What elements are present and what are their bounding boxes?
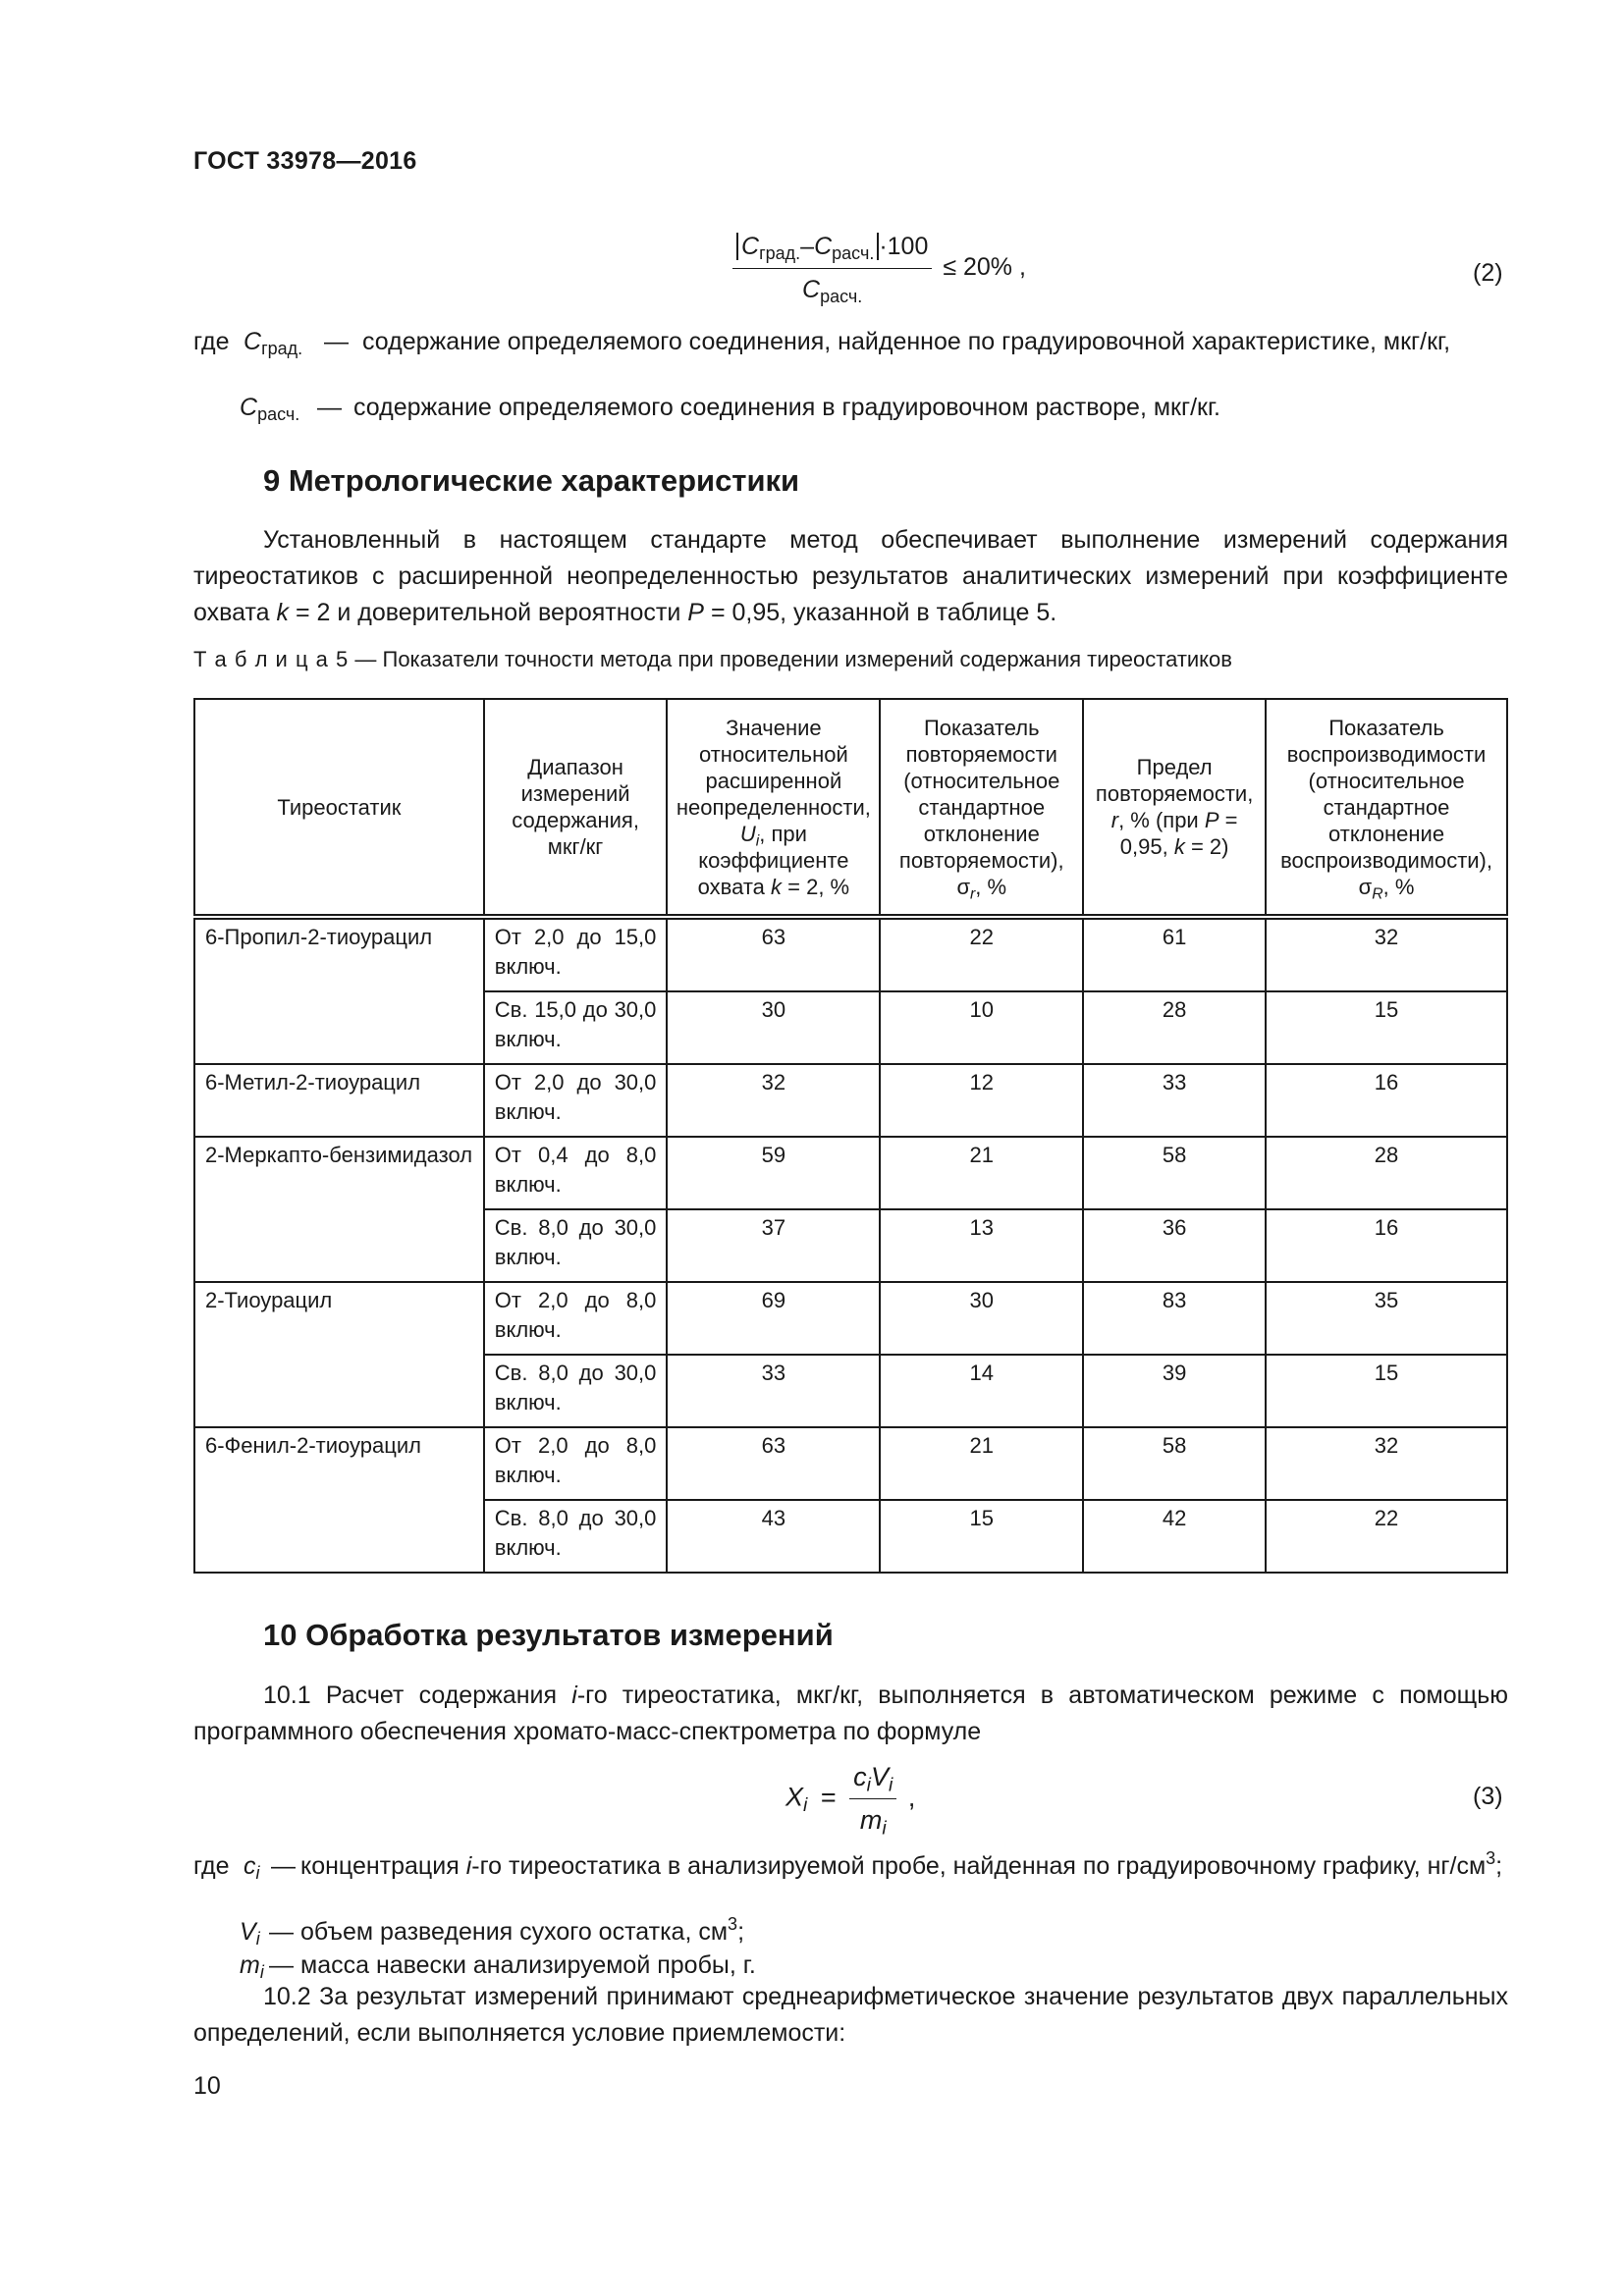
header-limit-p: P [1204,808,1219,832]
table-5-caption [193,645,1232,674]
cell-substance [194,1137,484,1282]
cell-repeatability-limit: 58 [1083,1137,1266,1209]
cell-range [484,1355,668,1427]
cell-repeatability-limit: 61 [1083,917,1266,991]
formula-2-fraction [732,229,932,308]
cell-repeatability-limit: 83 [1083,1282,1266,1355]
formula-2-den-sub: расч. [820,287,863,307]
cell-range-text: Св. 8,0 до 30,0 включ. [494,1506,657,1560]
table-5 [193,698,1508,1574]
header-uncertainty-k: k [771,874,783,899]
where-3-item-3-text: масса навески анализируемой пробы, г. [300,1951,756,1979]
cell-range-text: Св. 15,0 до 30,0 включ. [494,997,657,1051]
cell-uncertainty: 59 [667,1137,880,1209]
formula-2-den-c: C [802,276,821,303]
formula-3-lhs: X [785,1782,804,1812]
cell-uncertainty: 63 [667,1427,880,1500]
header-repeatability-c: , % [975,874,1007,899]
cell-range-text: От 2,0 до 8,0 включ. [494,1288,657,1342]
cell-reproducibility: 15 [1266,1355,1507,1427]
where-3-item-2-dash: — [269,1918,294,1946]
cell-range [484,1209,668,1282]
formula-3-comma: , [907,1782,916,1812]
where-2-item-2-sub: расч. [257,404,300,425]
where-3-item-2-end: ; [737,1918,745,1946]
where-3-item-1-b: -го тиреостатика в анализируемой пробе, найденная по градуировочному графику, нг/см [471,1852,1487,1880]
where-2-item-1-sub: град. [261,339,303,359]
cell-repeatability-limit: 39 [1083,1355,1266,1427]
where-3-item-1-dash: — [271,1852,296,1880]
cell-range-text: От 2,0 до 8,0 включ. [494,1433,657,1487]
cell-substance: 6-Фенил-2-тиоурацил [194,1427,484,1573]
cell-uncertainty: 43 [667,1500,880,1573]
cell-uncertainty: 30 [667,991,880,1064]
table-row [194,1064,1507,1137]
cell-range-text: От 2,0 до 15,0 включ. [494,925,657,979]
cell-repeatability-limit: 36 [1083,1209,1266,1282]
header-repeatability-sym: σ [956,874,971,899]
cell-repeatability: 12 [880,1064,1083,1137]
formula-3-lhs-sub: i [803,1794,808,1817]
formula-2-grad-sub: град. [759,243,801,264]
header-limit-d: = 2) [1190,834,1229,859]
header-limit-c: = 0,95, [1119,808,1238,859]
cell-range-text: От 0,4 до 8,0 включ. [494,1143,657,1197]
formula-2-c-grad: C [741,233,760,260]
cell-substance: 6-Пропил-2-тиоурацил [194,917,484,1064]
where-3-gde: где [193,1852,230,1880]
formula-2-rhs: ≤ 20% , [943,253,1026,282]
cell-range [484,1282,668,1355]
formula-3-number: (3) [1473,1783,1503,1810]
header-reproducibility-sub: R [1372,884,1383,902]
cell-repeatability: 21 [880,1427,1083,1500]
header-repeatability-limit [1083,699,1266,917]
formula-2-rasch-sub: расч. [832,243,875,264]
cell-repeatability: 13 [880,1209,1083,1282]
table-5-header-row [194,699,1507,917]
formula-2-c-rasch: C [814,233,833,260]
cell-repeatability-limit: 42 [1083,1500,1266,1573]
section-9-k-text: = 2 и доверительной вероятности [295,599,681,626]
cell-range-text: Св. 8,0 до 30,0 включ. [494,1361,657,1415]
where-3-item-2-text-main: объем разведения сухого остатка, см [300,1918,729,1946]
cell-reproducibility: 15 [1266,991,1507,1064]
where-2-item-1-dash: — [324,328,349,355]
header-limit-r: r [1110,808,1119,832]
where-3-item-2-text [300,1914,744,1950]
table-row [194,1137,1507,1209]
table-row [194,917,1507,991]
cell-uncertainty: 37 [667,1209,880,1282]
cell-repeatability: 15 [880,1500,1083,1573]
section-9-k-symbol: k [276,599,290,626]
header-uncertainty-sym: U [739,821,756,846]
cell-substance-text: 2-Меркапто-бензимидазол [205,1143,473,1167]
formula-3-num-c-sub: i [866,1774,871,1796]
section-9-p1: Установленный в настоящем стандарте метод обеспечивает выполнение измерений содержания тиреостатиков с расширенной неопределенностью результатов аналитических измерений при коэффициенте охвата [193,526,1508,626]
where-3-item-2-symbol [240,1914,260,1950]
cell-uncertainty: 33 [667,1355,880,1427]
cell-uncertainty: 63 [667,917,880,991]
where-3-item-1-sub: i [255,1863,260,1884]
where-2-item-2-dash: — [317,394,342,421]
where-2-item-1-sym: C [244,328,262,355]
where-2-item-2-sym: C [240,394,258,421]
where-2-gde: где [193,328,230,355]
formula-3-fraction [849,1759,896,1839]
where-2-item-1-text: содержание определяемого соединения, найденное по градуировочной характеристике, мкг/кг, [362,328,1451,355]
cell-repeatability: 22 [880,917,1083,991]
where-2-item-2-symbol [240,390,299,426]
cell-substance: 6-Метил-2-тиоурацил [194,1064,484,1137]
section-10-1-i: i [571,1682,577,1709]
formula-3-eq: = [820,1782,837,1812]
section-9-title: 9 Метрологические характеристики [263,463,800,498]
cell-range-text: Св. 8,0 до 30,0 включ. [494,1215,657,1269]
header-reproducibility [1266,699,1507,917]
header-uncertainty [667,699,880,917]
header-repeatability-a: Показатель повторяемости (относительное стандартное отклонение повторяемости), [898,715,1064,873]
section-9-p-symbol: P [687,599,704,626]
cell-uncertainty: 32 [667,1064,880,1137]
cell-reproducibility: 28 [1266,1137,1507,1209]
where-3-item-1-sup: 3 [1486,1848,1496,1869]
where-3-item-1-i: i [465,1852,472,1880]
cell-repeatability-limit: 28 [1083,991,1266,1064]
header-uncertainty-sub: i [755,831,760,849]
section-10-1-a: 10.1 Расчет содержания [263,1682,558,1709]
cell-repeatability: 21 [880,1137,1083,1209]
where-3-item-2-sym: V [240,1918,256,1946]
section-9-p-text: = 0,95, указанной в таблице 5. [710,599,1057,626]
header-reproducibility-sym: σ [1358,874,1373,899]
header-substance: Тиреостатик [194,699,484,917]
cell-reproducibility: 16 [1266,1064,1507,1137]
header-repeatability-sub: r [970,884,976,902]
section-10-1-paragraph [193,1678,1508,1750]
header-reproducibility-a: Показатель воспроизводимости (относительное стандартное отклонение воспроизводимости), [1280,715,1492,873]
formula-2-number: (2) [1473,259,1503,287]
header-uncertainty-c: = 2, % [787,874,850,899]
cell-range-text: От 2,0 до 30,0 включ. [494,1070,657,1124]
section-10-title: 10 Обработка результатов измерений [263,1618,834,1652]
where-3-item-1-text [300,1848,1508,1885]
table-5-caption-text: — Показатели точности метода при проведении измерений содержания тиреостатиков [354,647,1232,671]
formula-3-num-c: c [853,1762,867,1791]
cell-range [484,991,668,1064]
where-3-item-3-dash: — [269,1951,294,1979]
formula-2-minus: – [800,233,815,260]
formula-3-den-m: m [859,1805,883,1835]
where-3-item-1-end: ; [1495,1852,1503,1880]
where-3-item-2-sub: i [255,1929,260,1949]
header-limit-b: , % (при [1118,808,1199,832]
where-2-item-1-symbol [244,324,302,360]
section-9-paragraph [193,522,1508,631]
header-range: Диапазон измерений содержания, мкг/кг [484,699,668,917]
table-5-caption-prefix: Т а б л и ц а 5 [193,647,350,671]
cell-uncertainty: 69 [667,1282,880,1355]
where-3-item-3-sym: m [240,1951,260,1979]
where-3-item-1-symbol [244,1848,260,1885]
where-3-item-3-sub: i [259,1962,264,1983]
where-3-item-2-sup: 3 [728,1914,738,1935]
cell-repeatability: 10 [880,991,1083,1064]
cell-range [484,1500,668,1573]
cell-range [484,1064,668,1137]
cell-range [484,917,668,991]
header-limit-a: Предел повторяемости, [1095,755,1254,806]
cell-reproducibility: 32 [1266,1427,1507,1500]
cell-repeatability: 14 [880,1355,1083,1427]
document-code: ГОСТ 33978—2016 [193,147,417,175]
formula-3-num-v-sub: i [889,1774,893,1796]
where-3-item-1-sym: c [244,1852,256,1880]
table-row [194,1427,1507,1500]
header-uncertainty-b: , при коэффициенте охвата [697,821,849,899]
cell-reproducibility: 22 [1266,1500,1507,1573]
formula-2-times-100: ·100 [879,233,929,260]
formula-3-num-v: V [870,1762,889,1791]
table-row [194,1282,1507,1355]
cell-substance: 2-Тиоурацил [194,1282,484,1427]
cell-reproducibility: 32 [1266,917,1507,991]
cell-range [484,1427,668,1500]
where-2-item-2-text: содержание определяемого соединения в градуировочном растворе, мкг/кг. [353,394,1220,421]
section-10-1-b: -го тиреостатика, мкг/кг, выполняется в автоматическом режиме с помощью программного обеспечения хромато-масс-спектрометра по формуле [193,1682,1508,1745]
cell-repeatability-limit: 33 [1083,1064,1266,1137]
cell-repeatability-limit: 58 [1083,1427,1266,1500]
header-repeatability [880,699,1083,917]
formula-3-den-m-sub: i [882,1817,887,1840]
cell-reproducibility: 35 [1266,1282,1507,1355]
header-limit-k: k [1173,834,1185,859]
header-uncertainty-a: Значение относительной расширенной неопределенности, [676,715,871,820]
where-3-item-1-a: концентрация [300,1852,460,1880]
cell-repeatability: 30 [880,1282,1083,1355]
formula-3 [785,1759,915,1839]
cell-reproducibility: 16 [1266,1209,1507,1282]
section-10-2-paragraph: 10.2 За результат измерений принимают среднеарифметическое значение результатов двух параллельных определений, если выполняется условие приемлемости: [193,1983,1508,2047]
formula-2 [732,229,1026,308]
page-number: 10 [193,2072,221,2100]
header-reproducibility-c: , % [1382,874,1415,899]
cell-range [484,1137,668,1209]
